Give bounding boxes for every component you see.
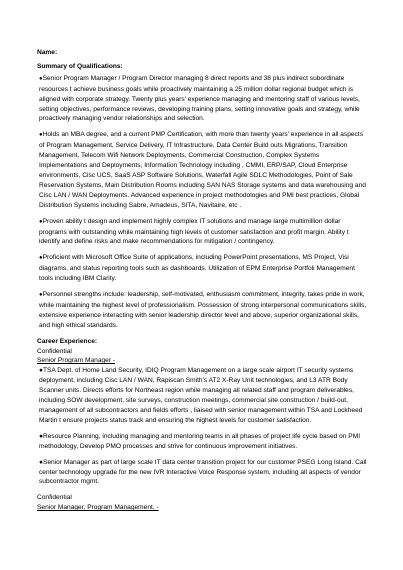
summary-item-text: Personnel strengths include: leadership, self-motivated, enthusiasm commitment, integrity, takes pride in work, while maintaining the highest level of professionalism. Possession of strong interpersonal communications skills, extensive experience interacting with senior leadership director level and above, superior organizational skills, and high ethical standards. xyxy=(39,291,367,329)
job-bullet xyxy=(39,458,369,488)
bullet-icon: ● xyxy=(39,458,43,466)
bullet-icon: ● xyxy=(39,255,43,262)
summary-heading: Summary of Qualifications: xyxy=(37,62,123,70)
job-company: Confidential xyxy=(37,494,72,502)
bullet-icon: ● xyxy=(39,432,43,440)
summary-item-text: Proven ability t design and implement highly complex IT solutions and manage large multimillion dollar programs with outstanding while maintaining high levels of customer satisfaction and profit margin. Ability t identify and define risks and make recommendations for mitigation / contingency. xyxy=(39,217,349,246)
bullet-icon: ● xyxy=(39,218,43,225)
job-bullet xyxy=(39,432,369,452)
job-title: Senior Program Manager - xyxy=(37,357,116,365)
summary-item xyxy=(39,217,369,248)
job-bullet xyxy=(39,366,369,425)
summary-item-text: Holds an MBA degree, and a current PMP Certification, with more than twenty years' experience in all aspects of Program Management, Service Delivery, IT Infrastructure, Data Center Build outs Migrations, Transition Management, Telecom Wifi Network Deployments, Commercial Construction, Complex Systems Implementations and Deployments, Information Technology including , CMMI, ERP/SAP, Cloud Enterprise environments, Cisc UCS, SaaS ASP Software Solutions, Waterfall Agile SDLC Methodologies, Point of Sale Reservation Systems, Main Distribution Rooms including SAN NAS Storage systems and data warehousing and Cisc LAN / WAN Deployments. Advanced experience in project methodologies and PMI best practices, Global Distribution Systems including Sabre, Amadeus, SITA, Navitaire, etc . xyxy=(39,131,366,209)
summary-item xyxy=(39,290,369,331)
job-bullet-text: TSA Dept. of Home Land Security, IDIQ Program Management on a large scale airport IT security systems deployment, including Cisc LAN / WAN, Rapiscan Smith's AT2 X-Ray Unit technologies, and L3 ATR Body Scanner units. Directs efforts for Northeast region while managing all related staff and program deliverables, including SOW development, site surveys, construction meetings, commercial site construction / build-out, management of all subcontractors and fields efforts , liaised with senior management within TSA and Lockheed Martin t ensure projects status track and ensuring the highest levels for customer satisfaction. xyxy=(39,367,363,424)
summary-item-text: Senior Program Manager / Program Director managing 8 direct reports and 38 plus indirect subordinate resources t achieve business goals while proactively maintaining a 25 million dollar regional budget which is aligned with corporate strategy. Twenty plus years' experience managing and mentoring staff of various levels, setting objectives, performance reviews, developing training plans, setting innovative goals and strategy, while proactively managing vendor relationships and selection. xyxy=(39,74,360,123)
job-company: Confidential xyxy=(37,347,72,355)
bullet-icon: ● xyxy=(39,367,43,375)
bullet-icon: ● xyxy=(39,132,43,139)
job-bullet-text: Resource Planning, including managing and mentoring teams in all phases of project life cycle based on PMI methodology, Develop PMO processes and strive for continuous improvement initiatives. xyxy=(39,432,361,450)
bullet-icon: ● xyxy=(39,75,43,82)
summary-item xyxy=(39,74,369,125)
resume-document xyxy=(37,48,369,513)
summary-item-text: Proficient with Microsoft Office Suite of applications, including PowerPoint presentations, MS Project, Visi diagrams, and status reporting tools such as dashboards. Utilization of EPM Enterprise Portfoli Management tools including IBM Clarity. xyxy=(39,254,355,283)
bullet-icon: ● xyxy=(39,292,43,299)
summary-item xyxy=(39,130,369,210)
summary-item xyxy=(39,253,369,284)
job-bullet-text: Senior Manager as part of large scale IT data center transition project for our customer PSEG Long Island. Call center technology upgrade for the new IVR Interactive Voice Response system, including all aspects of vendor subcontractor mgmt. xyxy=(39,458,367,486)
job-title: Senior Manager, Program Management, - xyxy=(37,504,159,512)
career-heading: Career Experience: xyxy=(37,337,98,345)
name-label: Name: xyxy=(37,49,58,56)
